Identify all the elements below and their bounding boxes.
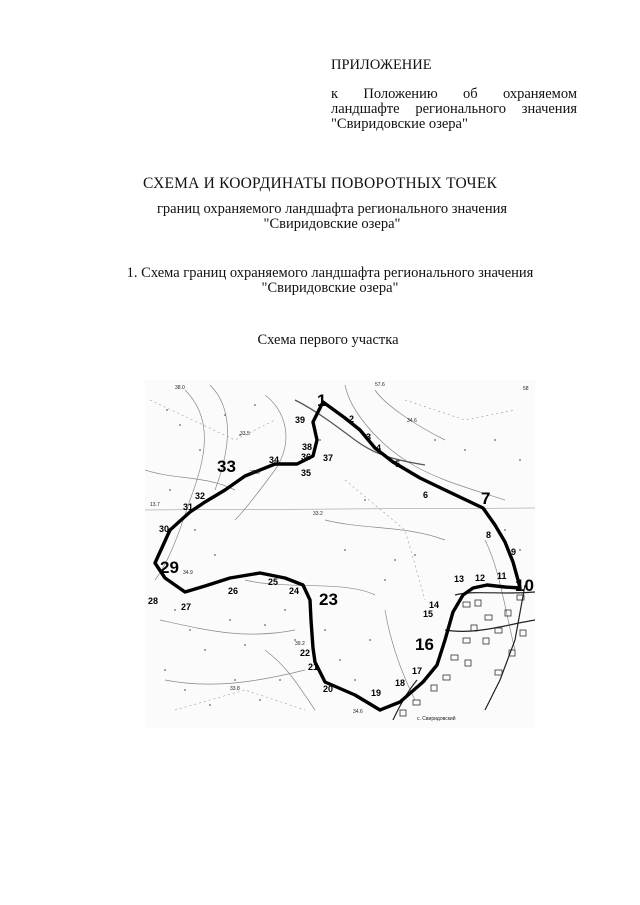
point-label-36: 36 xyxy=(301,452,312,462)
point-label-26: 26 xyxy=(228,586,239,596)
elevation-label-1: 38.0 xyxy=(175,385,185,391)
section-title xyxy=(20,266,640,296)
point-label-4: 4 xyxy=(376,443,382,453)
point-label-38: 38 xyxy=(302,442,313,452)
village-label: с. Свиридовский xyxy=(417,716,456,722)
elevation-label-4: 34.6 xyxy=(407,418,417,424)
point-label-22: 22 xyxy=(300,648,311,658)
point-label-20: 20 xyxy=(323,684,334,694)
point-label-37: 37 xyxy=(323,453,334,463)
point-label-15: 15 xyxy=(423,609,434,619)
point-label-17: 17 xyxy=(412,666,423,676)
point-label-13: 13 xyxy=(454,574,465,584)
elevation-label-5: 13.7 xyxy=(150,502,160,508)
point-label-29: 29 xyxy=(160,558,179,577)
point-label-5: 5 xyxy=(395,459,401,469)
point-label-14: 14 xyxy=(429,600,440,610)
subtitle-line-2: "Свиридовские озера" xyxy=(263,216,401,232)
point-label-1: 1 xyxy=(317,391,327,410)
point-label-30: 30 xyxy=(159,524,170,534)
point-label-6: 6 xyxy=(423,490,429,500)
point-label-9: 9 xyxy=(511,547,517,557)
point-label-16: 16 xyxy=(415,635,434,654)
point-label-23: 23 xyxy=(319,590,338,609)
point-label-31: 31 xyxy=(183,502,194,512)
point-label-7: 7 xyxy=(481,489,491,508)
point-label-28: 28 xyxy=(148,596,159,606)
point-label-39: 39 xyxy=(295,415,306,425)
document-title: СХЕМА И КООРДИНАТЫ ПОВОРОТНЫХ ТОЧЕК xyxy=(142,175,498,192)
elevation-label-7: 34.9 xyxy=(183,570,193,576)
boundary-map-svg xyxy=(145,380,535,728)
elevation-label-12: 58 xyxy=(523,386,529,392)
appendix-block xyxy=(331,58,577,132)
point-label-11: 11 xyxy=(497,571,507,581)
point-label-27: 27 xyxy=(181,602,192,612)
subtitle-line-1: границ охраняемого ландшафта регионального значения xyxy=(156,201,508,217)
elevation-label-9: 39.2 xyxy=(295,641,305,647)
point-label-12: 12 xyxy=(475,573,486,583)
section-line-2: "Свиридовские озера" xyxy=(261,280,399,296)
point-label-8: 8 xyxy=(486,530,492,540)
point-label-21: 21 xyxy=(308,662,319,672)
map-background xyxy=(145,380,535,728)
point-label-33: 33 xyxy=(217,457,236,476)
elevation-label-2: 57.6 xyxy=(375,382,385,388)
point-label-3: 3 xyxy=(366,432,372,442)
elevation-label-6: 33.2 xyxy=(313,511,323,517)
elevation-label-8: 35.0 xyxy=(250,470,260,476)
point-label-10: 10 xyxy=(515,576,534,595)
elevation-label-11: 34.6 xyxy=(353,709,363,715)
point-label-34: 34 xyxy=(269,455,280,465)
elevation-label-10: 33.8 xyxy=(230,686,240,692)
point-label-24: 24 xyxy=(289,586,300,596)
boundary-map xyxy=(145,380,535,728)
point-label-25: 25 xyxy=(268,577,279,587)
point-label-19: 19 xyxy=(371,688,382,698)
document-subtitle xyxy=(12,202,640,232)
section-line-1: 1. Схема границ охраняемого ландшафта регионального значения xyxy=(126,265,534,281)
point-label-2: 2 xyxy=(349,414,355,424)
appendix-title: ПРИЛОЖЕНИЕ xyxy=(331,57,432,73)
elevation-label-3: 33.5 xyxy=(240,431,250,437)
point-label-32: 32 xyxy=(195,491,206,501)
map-caption: Схема первого участка xyxy=(257,332,399,348)
appendix-text: к Положению об охраняемом ландшафте регионального значения "Свиридовские озера" xyxy=(331,86,577,132)
point-label-35: 35 xyxy=(301,468,312,478)
point-label-18: 18 xyxy=(395,678,406,688)
